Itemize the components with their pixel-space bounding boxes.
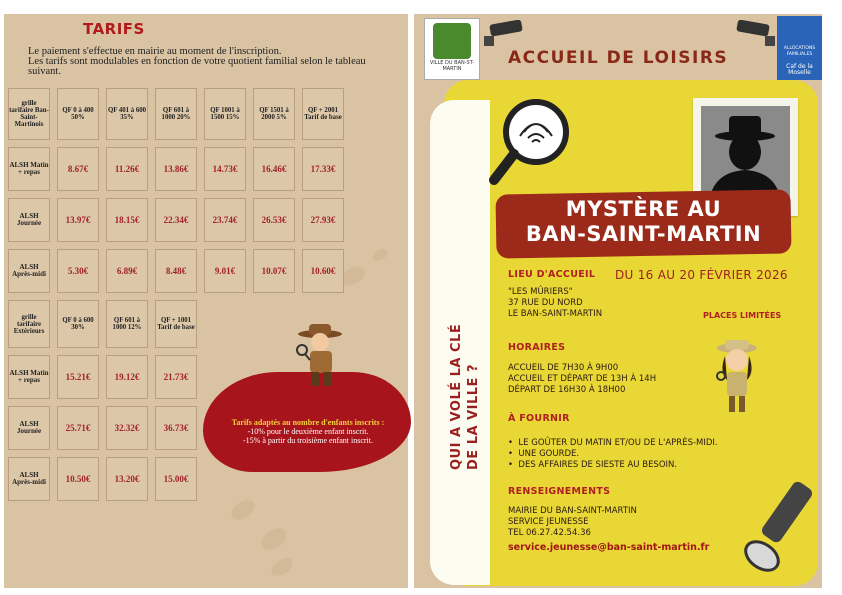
- renseignements-label: RENSEIGNEMENTS: [508, 486, 611, 497]
- table-cell: 36.73€: [155, 406, 197, 450]
- table-cell: 10.07€: [253, 249, 295, 293]
- lieu-address: "LES MÛRIERS" 37 RUE DU NORD LE BAN-SAINT-MARTIN: [508, 287, 603, 319]
- horaires-list: ACCUEIL DE 7H30 À 9H00 ACCUEIL ET DÉPART DE 13H À 14H DÉPART DE 16H30 À 18H00: [508, 363, 657, 395]
- table-cell: 22.34€: [155, 198, 197, 242]
- table-column-header: QF 401 à 600 35%: [106, 88, 148, 140]
- detective-girl-illustration: [713, 336, 763, 416]
- table-cell: 23.74€: [204, 198, 246, 242]
- table-column-header: QF 1501 à 2000 5%: [253, 88, 295, 140]
- table-column-header: QF 0 à 400 50%: [57, 88, 99, 140]
- table-cell: 14.73€: [204, 147, 246, 191]
- table-cell: 8.67€: [57, 147, 99, 191]
- banner-title: MYSTÈRE AU BAN-SAINT-MARTIN: [525, 197, 762, 246]
- fingerprint-magnifier-icon: [484, 92, 576, 192]
- table-cell: 15.21€: [57, 355, 99, 399]
- flashlight-icon: [736, 470, 822, 580]
- intro-line: Le paiement s'effectue en mairie au moment de l'inscription.: [28, 46, 282, 57]
- lieu-label: LIEU D'ACCUEIL: [508, 269, 596, 280]
- detective-illustration: [292, 320, 352, 390]
- table-row-label: ALSH Après-midi: [8, 457, 50, 501]
- table-column-header: QF 1001 à 1500 15%: [204, 88, 246, 140]
- table-row-label: ALSH Journée: [8, 406, 50, 450]
- caf-logo: ALLOCATIONS FAMILIALES Caf de la Moselle: [777, 16, 822, 80]
- table-corner-header: grille tarifaire Ban-Saint-Martinois: [8, 88, 50, 140]
- note-title: Tarifs adaptés au nombre d'enfants inscrits :: [231, 418, 385, 427]
- table-cell: 9.01€: [204, 249, 246, 293]
- table-cell: 13.97€: [57, 198, 99, 242]
- places-limitees: PLACES LIMITÉES: [703, 311, 782, 320]
- fournir-label: À FOURNIR: [508, 413, 570, 424]
- flyer-title: ACCUEIL DE LOISIRS: [508, 48, 729, 68]
- table-cell: 13.20€: [106, 457, 148, 501]
- camera-icon: [482, 20, 526, 48]
- table-cell: 27.93€: [302, 198, 344, 242]
- table-column-header: QF 0 à 600 30%: [57, 300, 99, 348]
- table-column-header: QF 601 à 1000 12%: [106, 300, 148, 348]
- camera-icon: [733, 20, 777, 48]
- table-cell: 5.30€: [57, 249, 99, 293]
- horaires-label: HORAIRES: [508, 342, 566, 353]
- fournir-list: • LE GOÛTER DU MATIN ET/OU DE L'APRÈS-MIDI. • UNE GOURDE. • DES AFFAIRES DE SIESTE AU BESOIN.: [508, 438, 718, 470]
- table-cell: 25.71€: [57, 406, 99, 450]
- table-cell: 17.33€: [302, 147, 344, 191]
- table-column-header: QF + 1001 Tarif de base: [155, 300, 197, 348]
- table-cell: 13.86€: [155, 147, 197, 191]
- table-row-label: ALSH Matin + repas: [8, 355, 50, 399]
- tarifs-note: [210, 418, 406, 445]
- tarifs-title: TARIFS: [83, 20, 145, 38]
- note-line: -15% à partir du troisième enfant inscrit.: [243, 436, 373, 445]
- table-cell: 15.00€: [155, 457, 197, 501]
- table-cell: 16.46€: [253, 147, 295, 191]
- table-cell: 6.89€: [106, 249, 148, 293]
- renseignements-list: MAIRIE DU BAN-SAINT-MARTIN SERVICE JEUNESSE TEL 06.27.42.54.36: [508, 506, 637, 538]
- tarifs-intro: [28, 47, 398, 77]
- contact-email[interactable]: service.jeunesse@ban-saint-martin.fr: [508, 542, 710, 553]
- table-cell: 8.48€: [155, 249, 197, 293]
- table-column-header: QF + 2001 Tarif de base: [302, 88, 344, 140]
- table-cell: 21.73€: [155, 355, 197, 399]
- intro-line: Les tarifs sont modulables en fonction de votre quotient familial selon le tableau suivant.: [28, 56, 366, 77]
- table-cell: 32.32€: [106, 406, 148, 450]
- table-cell: 11.26€: [106, 147, 148, 191]
- table-row-label: ALSH Après-midi: [8, 249, 50, 293]
- table-column-header: QF 601 à 1000 20%: [155, 88, 197, 140]
- table-row-label: ALSH Matin + repas: [8, 147, 50, 191]
- table-cell: 10.50€: [57, 457, 99, 501]
- table-cell: 18.15€: [106, 198, 148, 242]
- table-corner-header: grille tarifaire Extérieurs: [8, 300, 50, 348]
- table-cell: 19.12€: [106, 355, 148, 399]
- ban-saint-martin-logo: VILLE DU BAN-ST-MARTIN: [424, 18, 480, 80]
- sidebar-question: QUI A VOLÉ LA CLÉ DE LA VILLE ?: [449, 323, 481, 470]
- table-cell: 10.60€: [302, 249, 344, 293]
- note-line: -10% pour le deuxième enfant inscrit.: [247, 427, 369, 436]
- dates: DU 16 AU 20 FÉVRIER 2026: [615, 268, 788, 282]
- table-row-label: ALSH Journée: [8, 198, 50, 242]
- table-cell: 26.53€: [253, 198, 295, 242]
